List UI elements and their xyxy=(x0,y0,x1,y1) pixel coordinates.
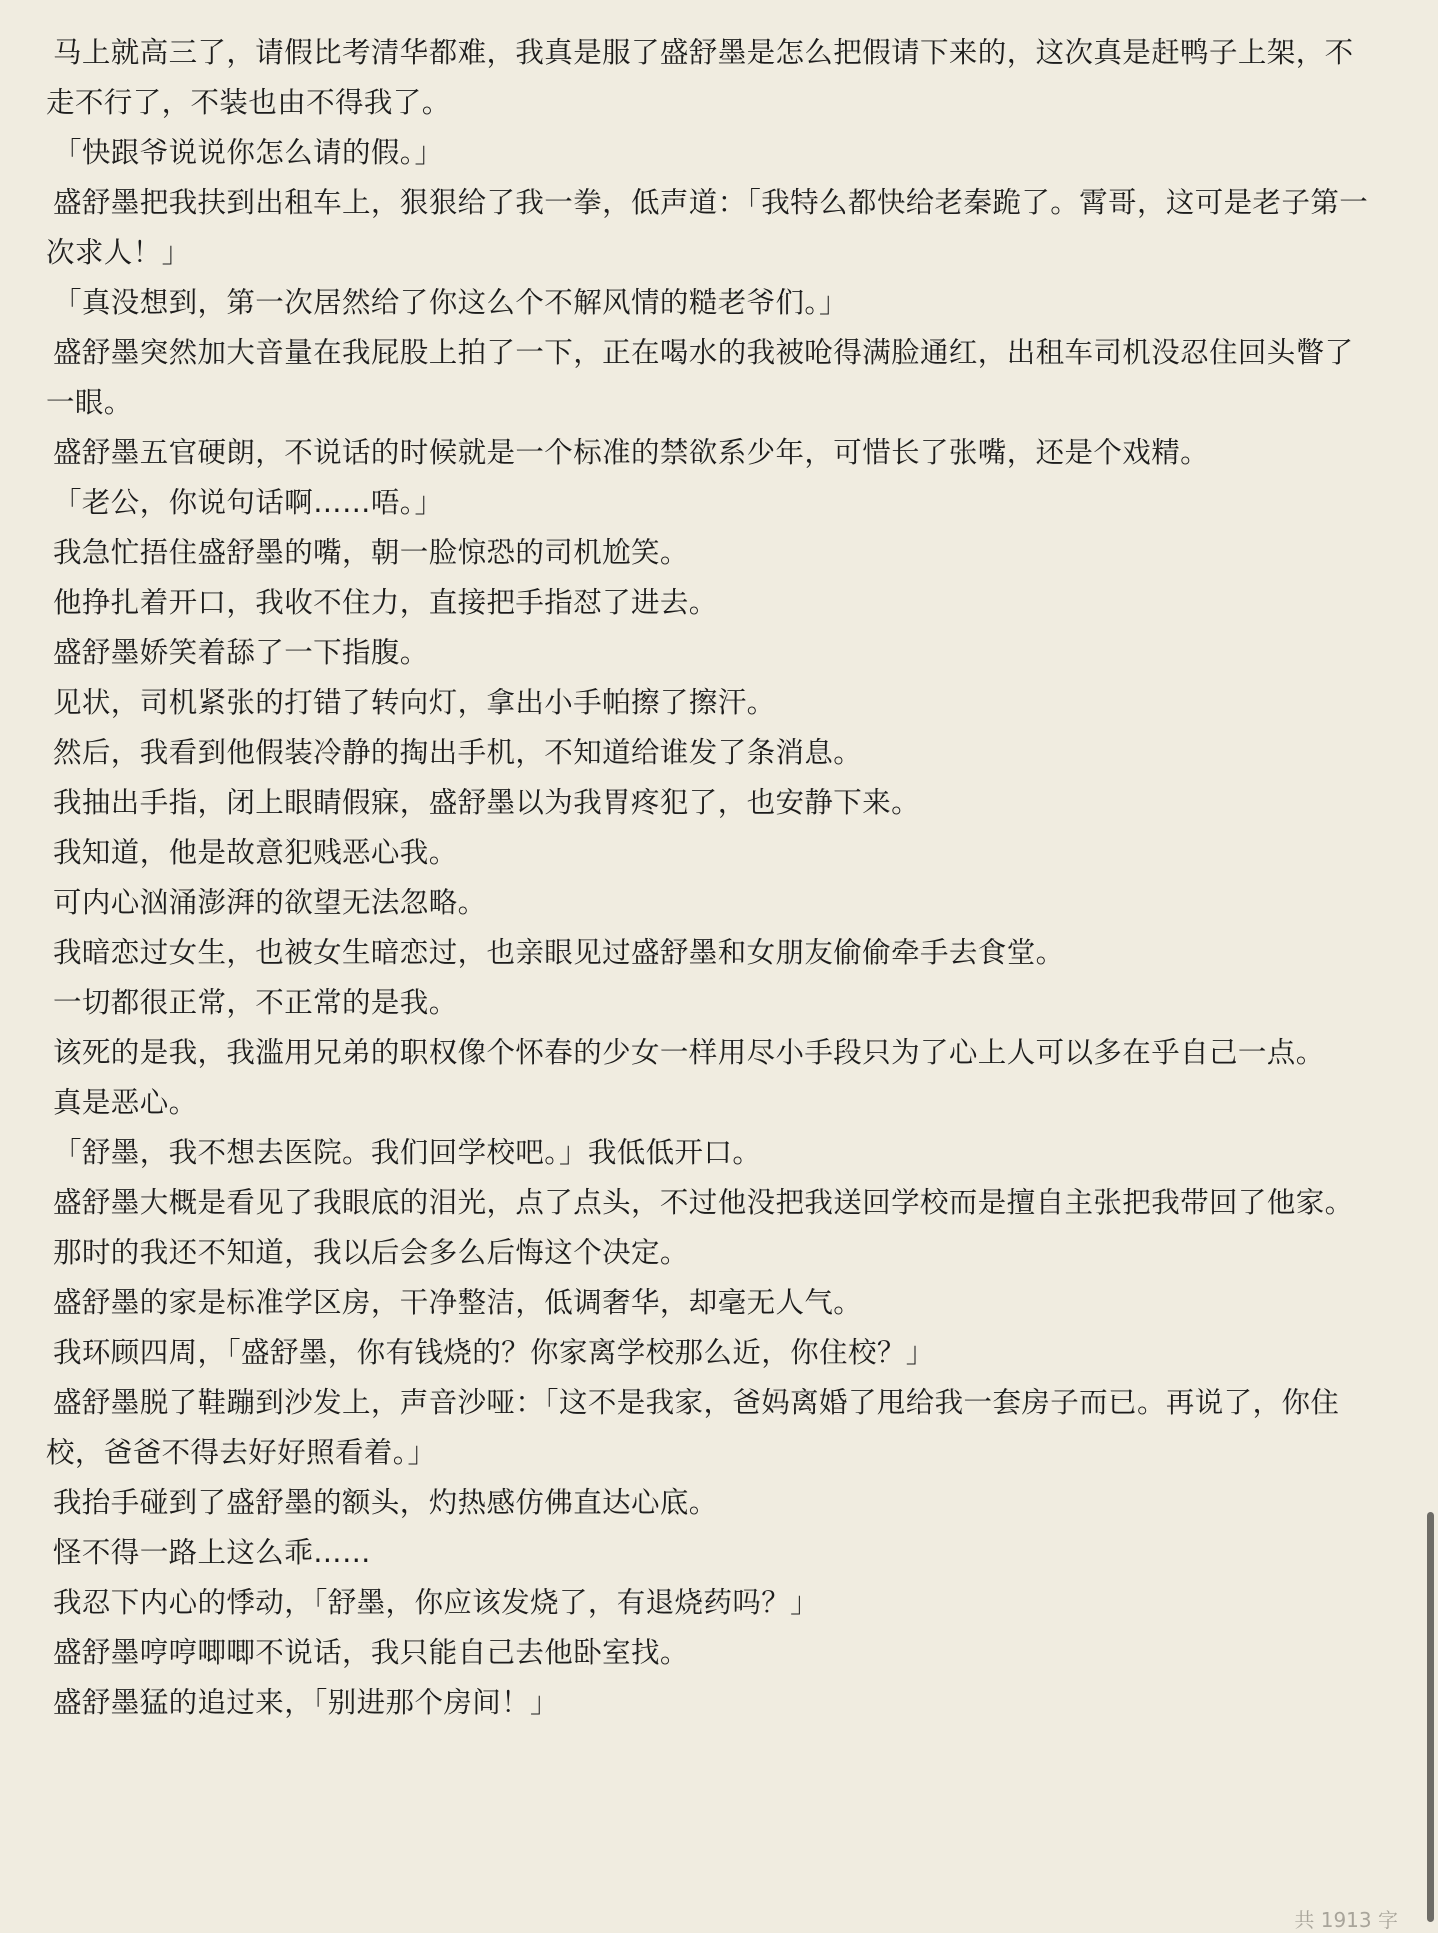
paragraph: 可内心汹涌澎湃的欲望无法忽略。 xyxy=(53,886,487,919)
paragraph: 怪不得一路上这么乖…… xyxy=(53,1536,371,1569)
paragraph: 盛舒墨突然加大音量在我屁股上拍了一下，正在喝水的我被呛得满脸通红，出租车司机没忍住回头瞥了一眼。 xyxy=(46,336,1354,419)
scrollbar-track[interactable] xyxy=(1426,0,1438,1925)
paragraph: 我忍下内心的悸动，「舒墨，你应该发烧了，有退烧药吗？」 xyxy=(53,1586,820,1619)
paragraph: 见状，司机紧张的打错了转向灯，拿出小手帕擦了擦汗。 xyxy=(53,686,776,719)
paragraph: 盛舒墨猛的追过来，「别进那个房间！」 xyxy=(53,1686,559,1719)
paragraph: 「老公，你说句话啊……唔。」 xyxy=(53,486,444,519)
paragraph: 盛舒墨五官硬朗，不说话的时候就是一个标准的禁欲系少年，可惜长了张嘴，还是个戏精。 xyxy=(53,436,1210,469)
paragraph: 我抽出手指，闭上眼睛假寐，盛舒墨以为我胃疼犯了，也安静下来。 xyxy=(53,786,921,819)
article-body xyxy=(46,28,1376,1728)
paragraph: 盛舒墨的家是标准学区房，干净整洁，低调奢华，却毫无人气。 xyxy=(53,1286,863,1319)
paragraph: 盛舒墨娇笑着舔了一下指腹。 xyxy=(53,636,429,669)
paragraph: 「舒墨，我不想去医院。我们回学校吧。」我低低开口。 xyxy=(53,1136,762,1169)
paragraph: 我环顾四周，「盛舒墨，你有钱烧的？你家离学校那么近，你住校？」 xyxy=(53,1336,935,1369)
paragraph: 我抬手碰到了盛舒墨的额头，灼热感仿佛直达心底。 xyxy=(53,1486,718,1519)
paragraph: 盛舒墨把我扶到出租车上，狠狠给了我一拳，低声道：「我特么都快给老秦跪了。霄哥，这可是老子第一次求人！」 xyxy=(46,186,1369,269)
paragraph: 我知道，他是故意犯贱恶心我。 xyxy=(53,836,458,869)
scrollbar-thumb[interactable] xyxy=(1427,1512,1434,1922)
paragraph: 然后，我看到他假装冷静的掏出手机，不知道给谁发了条消息。 xyxy=(53,736,863,769)
paragraph: 我暗恋过女生，也被女生暗恋过，也亲眼见过盛舒墨和女朋友偷偷牵手去食堂。 xyxy=(53,936,1065,969)
paragraph: 「快跟爷说说你怎么请的假。」 xyxy=(53,136,444,169)
paragraph: 一切都很正常，不正常的是我。 xyxy=(53,986,458,1019)
paragraph: 该死的是我，我滥用兄弟的职权像个怀春的少女一样用尽小手段只为了心上人可以多在乎自己一点。 xyxy=(53,1036,1325,1069)
paragraph: 那时的我还不知道，我以后会多么后悔这个决定。 xyxy=(53,1236,689,1269)
paragraph: 他挣扎着开口，我收不住力，直接把手指怼了进去。 xyxy=(53,586,718,619)
paragraph: 盛舒墨脱了鞋蹦到沙发上，声音沙哑：「这不是我家，爸妈离婚了甩给我一套房子而已。再说了，你住校，爸爸不得去好好照看着。」 xyxy=(46,1386,1340,1469)
word-count: 共 1913 字 xyxy=(1294,1908,1398,1932)
paragraph: 我急忙捂住盛舒墨的嘴，朝一脸惊恐的司机尬笑。 xyxy=(53,536,689,569)
paragraph: 盛舒墨哼哼唧唧不说话，我只能自己去他卧室找。 xyxy=(53,1636,689,1669)
paragraph: 真是恶心。 xyxy=(53,1086,198,1119)
paragraph: 「真没想到，第一次居然给了你这么个不解风情的糙老爷们。」 xyxy=(53,286,848,319)
paragraph: 盛舒墨大概是看见了我眼底的泪光，点了点头，不过他没把我送回学校而是擅自主张把我带回了他家。 xyxy=(53,1186,1354,1219)
paragraph: 马上就高三了，请假比考清华都难，我真是服了盛舒墨是怎么把假请下来的，这次真是赶鸭子上架，不走不行了，不装也由不得我了。 xyxy=(46,36,1354,119)
